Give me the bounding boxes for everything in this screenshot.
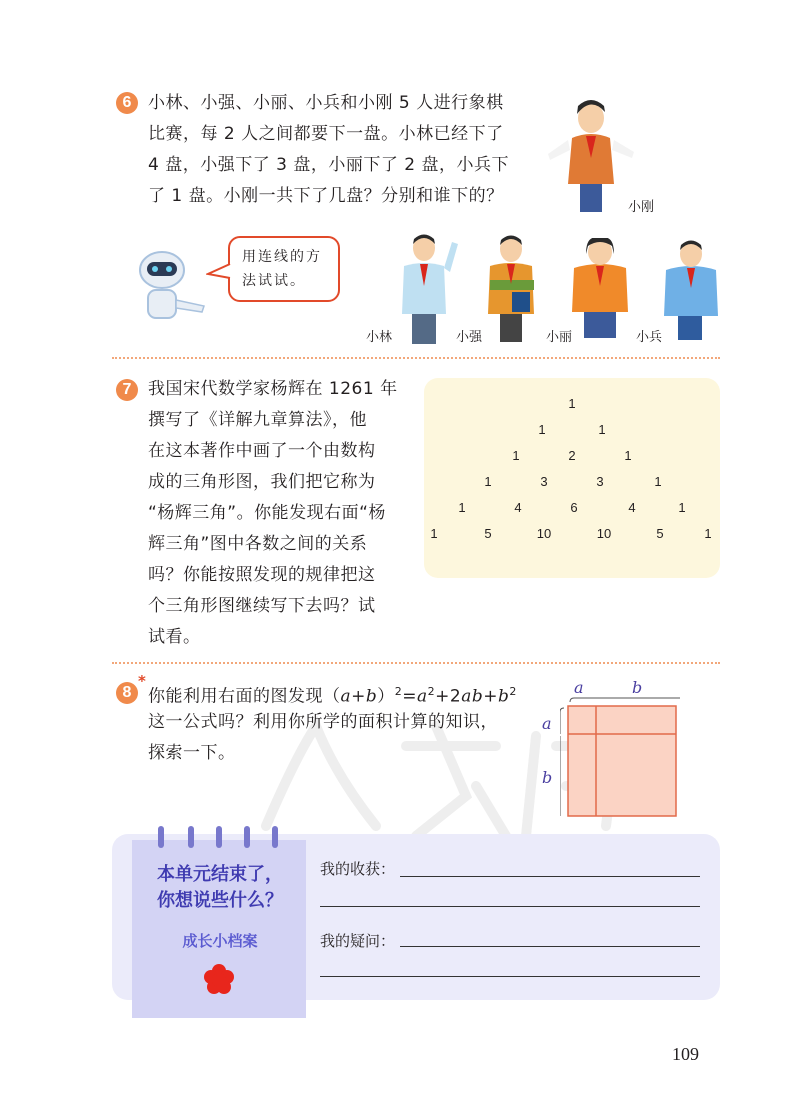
diagram-label-top-b: b: [632, 678, 643, 697]
triangle-number: 10: [596, 526, 612, 541]
triangle-number: 3: [596, 474, 604, 489]
formula-plus: +: [483, 686, 498, 707]
question-answer-line-2[interactable]: [320, 976, 700, 977]
binder-ring: [244, 826, 250, 848]
archive-prompt-line-2: 你想说些什么？: [157, 890, 283, 911]
triangle-number: 5: [656, 526, 664, 541]
problem-7-line-9: 试看。: [148, 627, 201, 647]
gain-answer-line-1[interactable]: [400, 876, 700, 877]
problem-8-number: 8: [116, 682, 138, 704]
binder-ring: [188, 826, 194, 848]
binder-ring: [272, 826, 278, 848]
problem-8-line-2: 这一公式吗？利用你所学的面积计算的知识，: [148, 712, 498, 732]
problem-7-line-8: 个三角形图继续写下去吗？试: [148, 596, 376, 616]
formula-ab: ab: [461, 686, 484, 707]
triangle-number: 1: [568, 396, 576, 411]
problem-7-line-6: 辉三角”图中各数之间的关系: [148, 534, 368, 554]
speech-line-2: 法试试。: [242, 273, 306, 289]
formula-a-plus-b: a+b: [340, 686, 378, 707]
formula-paren: ）: [377, 686, 395, 707]
triangle-number: 1: [624, 448, 632, 463]
problem-6-number: 6: [116, 92, 138, 114]
label-xiaoli: 小丽: [546, 330, 573, 345]
formula-exp: 2: [509, 685, 517, 698]
square-figure: [560, 696, 680, 818]
archive-prompt-line-1: 本单元结束了，: [157, 864, 283, 885]
problem-6-line-2: 比赛，每 2 人之间都要下一盘。小林已经下了: [148, 124, 504, 144]
flower-icon: [202, 962, 236, 996]
formula-exp: 2: [427, 685, 436, 698]
speech-bubble-tail: [206, 262, 232, 282]
triangle-number: 4: [628, 500, 636, 515]
triangle-number: 1: [704, 526, 712, 541]
formula-b: b: [498, 686, 510, 707]
triangle-number: 1: [512, 448, 520, 463]
speech-line-1: 用连线的方: [242, 249, 322, 265]
diagram-label-top-a: a: [574, 678, 584, 697]
divider-2: [112, 662, 720, 664]
triangle-number: 4: [514, 500, 522, 515]
triangle-number: 1: [678, 500, 686, 515]
gain-label: 我的收获：: [320, 860, 396, 878]
label-xiaogang: 小刚: [628, 200, 655, 215]
triangle-number: 1: [654, 474, 662, 489]
square-diagram: [540, 676, 690, 822]
problem-7-line-5: “杨辉三角”。你能发现右面“杨: [148, 503, 386, 523]
binder-ring: [216, 826, 222, 848]
triangle-number: 10: [536, 526, 552, 541]
label-xiaolin: 小林: [366, 330, 393, 345]
triangle-number: 5: [484, 526, 492, 541]
problem-6-line-4: 了 1 盘。小刚一共下了几盘？分别和谁下的？: [148, 186, 504, 206]
problem-7-line-2: 撰写了《详解九章算法》，他: [148, 410, 367, 430]
page-number: 109: [672, 1044, 699, 1064]
label-xiaobing: 小兵: [636, 330, 663, 345]
problem-6-line-1: 小林、小强、小丽、小兵和小刚 5 人进行象棋: [148, 93, 504, 113]
triangle-number: 1: [598, 422, 606, 437]
formula-eq: =: [402, 686, 418, 707]
boy-xiaolin-illustration: [390, 232, 460, 344]
question-label: 我的疑问：: [320, 932, 396, 950]
triangle-number: 1: [458, 500, 466, 515]
yanghui-triangle-panel: [424, 378, 720, 578]
boy-xiaoqiang-illustration: [480, 234, 544, 342]
boy-xiaobing-illustration: [658, 240, 724, 340]
diagram-label-left-b: b: [542, 768, 553, 787]
triangle-number: 1: [538, 422, 546, 437]
problem-7-line-1: 我国宋代数学家杨辉在 1261 年: [148, 379, 398, 399]
label-xiaoqiang: 小强: [456, 330, 483, 345]
problem-8-line-3: 探索一下。: [148, 743, 236, 763]
triangle-number: 2: [568, 448, 576, 463]
speech-bubble: [228, 236, 340, 302]
problem-8-text-pre: 你能利用右面的图发现（: [148, 686, 341, 707]
triangle-number: 3: [540, 474, 548, 489]
formula-a: a: [417, 686, 428, 707]
problem-7-line-7: 吗？你能按照发现的规律把这: [148, 565, 376, 585]
gain-answer-line-2[interactable]: [320, 906, 700, 907]
question-answer-line-1[interactable]: [400, 946, 700, 947]
problem-8-star: *: [138, 672, 146, 690]
problem-7-line-4: 成的三角形图，我们把它称为: [148, 472, 376, 492]
formula-plus2: +2: [435, 686, 462, 707]
robot-icon: [134, 246, 214, 326]
girl-xiaoli-illustration: [562, 238, 638, 342]
formula-exp: 2: [394, 685, 403, 698]
triangle-number: 1: [430, 526, 438, 541]
problem-6-line-3: 4 盘，小强下了 3 盘，小丽下了 2 盘，小兵下: [148, 155, 509, 175]
diagram-label-left-a: a: [542, 714, 552, 733]
binder-ring: [158, 826, 164, 848]
divider-1: [112, 357, 720, 359]
triangle-number: 6: [570, 500, 578, 515]
problem-7-number: 7: [116, 379, 138, 401]
archive-title: 成长小档案: [182, 932, 258, 950]
triangle-number: 1: [484, 474, 492, 489]
problem-7-line-3: 在这本著作中画了一个由数构: [148, 441, 376, 461]
